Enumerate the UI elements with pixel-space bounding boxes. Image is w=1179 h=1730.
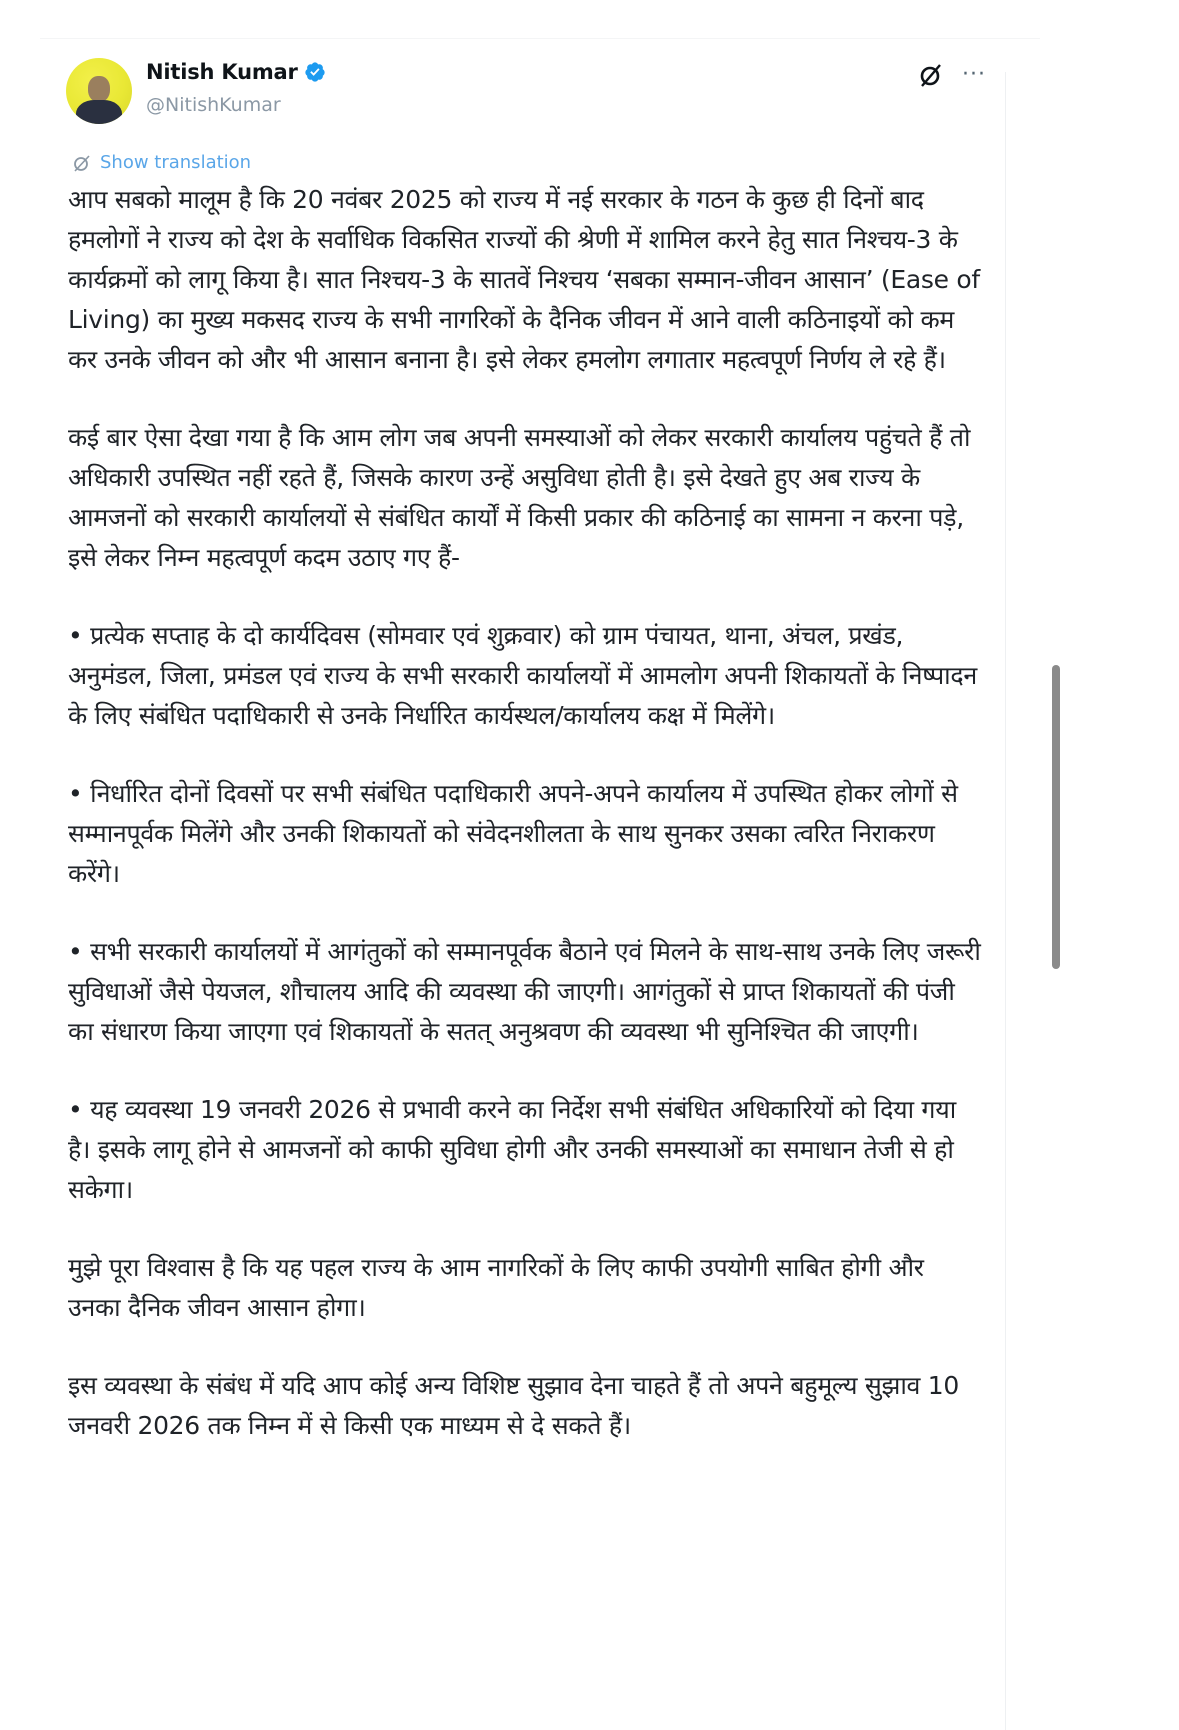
tweet-actions — [918, 62, 986, 88]
avatar[interactable] — [66, 58, 132, 124]
tweet-paragraph-context: कई बार ऐसा देखा गया है कि आम लोग जब अपनी समस्याओं को लेकर सरकारी कार्यालय पहुंचते हैं तो अधिकारी उपस्थित नहीं रहते हैं, जिसके कारण उन्हें असुविधा होती है। इसे देखते हुए अब राज्य के आमजनों को सरकारी कार्यालयों से संबंधित कार्यों में किसी प्रकार की कठिनाई का सामना न करना पड़े, इसे लेकर निम्न महत्वपूर्ण कदम उठाए गए हैं- — [68, 423, 971, 572]
tweet-paragraph-suggestions: इस व्यवस्था के संबंध में यदि आप कोई अन्य विशिष्ट सुझाव देना चाहते हैं तो अपने बहुमूल्य सुझाव 10 जनवरी 2026 तक निम्न में से किसी एक माध्यम से दे सकते हैं। — [68, 1371, 959, 1440]
tweet-header — [66, 58, 986, 128]
grok-icon[interactable] — [918, 62, 944, 88]
author-name[interactable]: Nitish Kumar — [146, 60, 298, 84]
tweet-bullet-2: • निर्धारित दोनों दिवसों पर सभी संबंधित पदाधिकारी अपने-अपने कार्यालय में उपस्थित होकर लोगों से सम्मानपूर्वक मिलेंगे और उनकी शिकायतों को संवेदनशीलता के साथ सुनकर उसका त्वरित निराकरण करेंगे। — [68, 779, 958, 888]
grok-translate-icon — [72, 153, 92, 173]
tweet-bullet-1: • प्रत्येक सप्ताह के दो कार्यदिवस (सोमवार एवं शुक्रवार) को ग्राम पंचायत, थाना, अंचल, प्रखंड, अनुमंडल, जिला, प्रमंडल एवं राज्य के सभी सरकारी कार्यालयों में आमलोग अपनी शिकायतों के निष्पादन के लिए संबंधित पदाधिकारी से उनके निर्धारित कार्यस्थल/कार्यालय कक्ष में मिलेंगे। — [68, 621, 977, 730]
scrollbar-thumb[interactable] — [1052, 665, 1060, 969]
tweet-paragraph-intro: आप सबको मालूम है कि 20 नवंबर 2025 को राज्य में नई सरकार के गठन के कुछ ही दिनों बाद हमलोगों ने राज्य को देश के सर्वाधिक विकसित राज्यों की श्रेणी में शामिल करने हेतु सात निश्चय-3 के कार्यक्रमों को लागू किया है। सात निश्चय-3 के सातवें निश्चय ‘सबका सम्मान-जीवन आसान’ (Ease of Living) का मुख्य मकसद राज्य के सभी नागरिकों के दैनिक जीवन में आने वाली कठिनाइयों को कम कर उनके जीवन को और भी आसान बनाना है। इसे लेकर हमलोग लगातार महत्वपूर्ण निर्णय ले रहे हैं। — [68, 185, 980, 374]
avatar-head — [88, 76, 110, 102]
author-handle[interactable]: @NitishKumar — [146, 94, 281, 116]
tweet-paragraph-confidence: मुझे पूरा विश्वास है कि यह पहल राज्य के आम नागरिकों के लिए काफी उपयोगी साबित होगी और उनका दैनिक जीवन आसान होगा। — [68, 1253, 924, 1322]
author-name-row — [146, 60, 326, 84]
avatar-body — [76, 100, 122, 124]
tweet-bullet-3: • सभी सरकारी कार्यालयों में आगंतुकों को सम्मानपूर्वक बैठाने एवं मिलने के साथ-साथ उनके लिए जरूरी सुविधाओं जैसे पेयजल, शौचालय आदि की व्यवस्था की जाएगी। आगंतुकों से प्राप्त शिकायतों की पंजी का संधारण किया जाएगा एवं शिकायतों के सतत् अनुश्रवण की व्यवस्था भी सुनिश्चित की जाएगी। — [68, 937, 981, 1046]
tweet-card-top-border — [40, 38, 1040, 39]
more-options-icon[interactable]: ··· — [962, 62, 986, 87]
tweet-bullet-4: • यह व्यवस्था 19 जनवरी 2026 से प्रभावी करने का निर्देश सभी संबंधित अधिकारियों को दिया गया है। इसके लागू होने से आमजनों को काफी सुविधा होगी और उनकी समस्याओं का समाधान तेजी से हो सकेगा। — [68, 1095, 956, 1204]
verified-badge-icon — [304, 61, 326, 83]
tweet-body — [68, 180, 983, 1484]
show-translation-label: Show translation — [100, 152, 252, 173]
tweet-card-right-border — [1005, 72, 1006, 1730]
show-translation-link[interactable] — [72, 152, 251, 173]
